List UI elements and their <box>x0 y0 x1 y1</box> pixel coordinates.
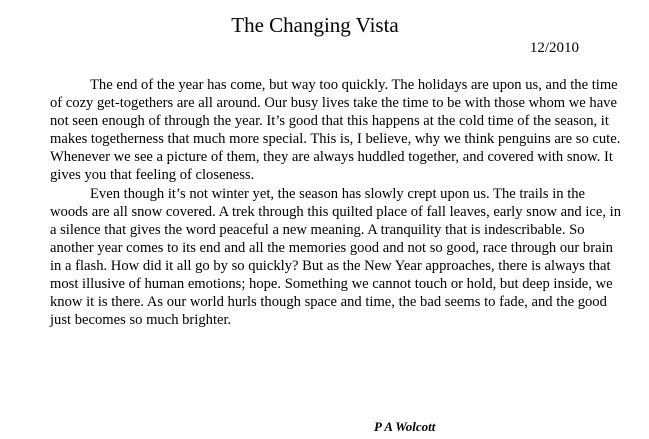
author-signature: P A Wolcott <box>374 419 436 434</box>
document-title: The Changing Vista <box>231 13 399 37</box>
document-date: 12/2010 <box>529 40 579 56</box>
document-body <box>50 76 622 329</box>
paragraph-2: Even though it’s not winter yet, the season has slowly crept upon us. The trails in the woods are all snow covered. A trek through this quilted place of fall leaves, early snow and ice, in a silence that gives the word peaceful a new meaning. A tranquility that is indescribable. So another year comes to its end and all the memories good and not so good, race through our brain in a flash. How did it all go by so quickly? But as the New Year approaches, there is always that most illusive of human emotions; hope. Something we cannot touch or hold, but deep inside, we know it is there. As our world hurls though space and time, the bad seems to fade, and the good just becomes so much brighter. <box>50 185 622 329</box>
paragraph-1: The end of the year has come, but way too quickly. The holidays are upon us, and the time of cozy get-togethers are all around. Our busy lives take the time to be with those whom we have not seen enough of through the year. It’s good that this happens at the cold time of the season, it makes togetherness that much more special. This is, I believe, why we think penguins are so cute. Whenever we see a picture of them, they are always huddled together, and covered with snow. It gives you that feeling of closeness. <box>50 77 621 184</box>
